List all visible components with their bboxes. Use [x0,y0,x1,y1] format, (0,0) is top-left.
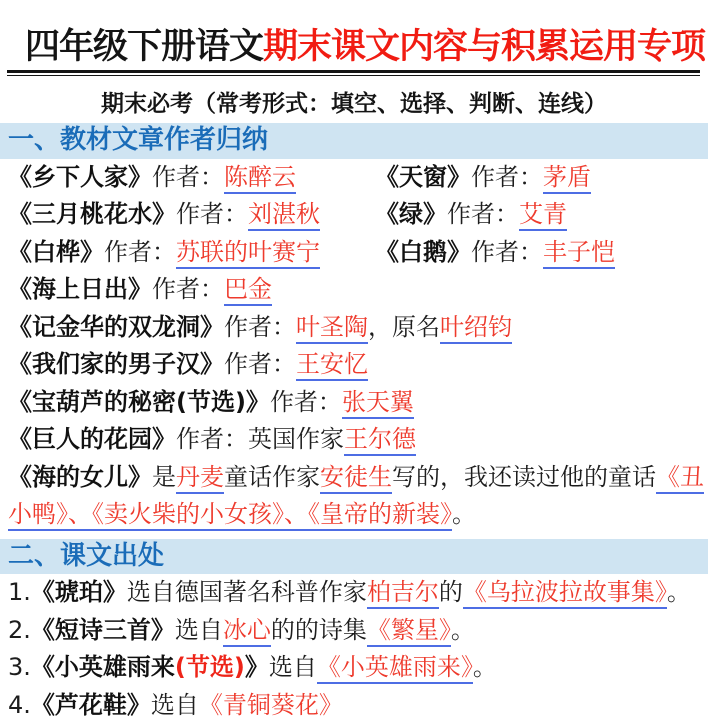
author-entry-row [8,234,708,272]
text-segment: 《白鹅》 [375,237,471,266]
text-segment: 作者： [152,275,224,304]
text-segment: 陈醉云 [224,163,296,194]
text-segment: 《天窗》 [375,162,471,191]
text-segment: 2. [8,615,31,644]
author-entry-row [8,309,708,347]
text-segment: 1. [8,578,31,607]
text-segment: 3. [8,653,31,682]
text-segment: 。 [472,653,497,682]
author-entry-row [8,346,708,384]
author-entry-row [8,271,708,309]
section2-content [0,574,708,724]
page-title-red-part: 期末课文内容与积累运用专项 [263,27,706,67]
worksheet-page [0,26,708,719]
source-entry [8,612,708,650]
text-segment: 《绿》 [375,200,447,229]
text-segment: 。 [452,500,476,529]
text-segment: 《短诗三首》 [30,615,175,644]
text-segment: 《白桦》 [8,237,104,266]
author-entry [375,159,708,197]
text-segment: 丰子恺 [543,238,615,269]
section1-content [0,159,708,534]
text-segment: 》 [244,653,269,682]
page-title-black-part: 四年级下册语文 [25,27,264,67]
text-segment: 《乌拉波拉故事集》 [463,578,667,609]
title-double-rule [7,70,700,76]
text-segment: 《小英雄雨来 [30,653,175,682]
text-segment: 作者： [176,200,248,229]
author-entry [8,384,414,422]
author-entry [8,309,512,347]
text-segment: 《小英雄雨来》 [317,653,473,684]
text-segment: 选自 [268,653,317,682]
source-entry [8,574,708,612]
text-segment: 王尔德 [344,425,416,456]
text-segment: 《海上日出》 [8,275,152,304]
text-segment: 选自德国著名科普作家 [126,578,367,607]
text-segment: 张天翼 [342,388,414,419]
text-segment: 《芦花鞋》 [30,690,151,719]
text-segment: 《丑小鸭》、《卖火柴的小女孩》、《皇帝的新装》 [8,463,704,532]
text-segment: (节选) [174,653,245,682]
text-segment: 冰心 [223,616,271,647]
text-segment: 《记金华的双龙洞》 [8,312,224,341]
author-entry [8,159,375,197]
author-entry-row [8,196,708,234]
text-segment: 。 [450,615,475,644]
text-segment: 丹麦 [176,463,224,494]
author-entry [8,421,416,459]
author-entry-row [8,421,708,459]
text-segment: 《乡下人家》 [8,162,152,191]
text-segment: ，原名 [368,312,440,341]
text-segment: 叶绍钧 [440,313,512,344]
text-segment: 王安忆 [296,350,368,381]
author-entry [375,234,708,272]
text-segment: 安徒生 [320,463,392,494]
text-segment: 作者： [104,237,176,266]
text-segment: 作者： [471,237,543,266]
author-entry [8,234,375,272]
text-segment: 《琥珀》 [30,578,127,607]
text-segment: 作者： [224,312,296,341]
text-segment: 作者： [152,162,224,191]
text-segment: 是 [152,462,176,491]
section1-heading: 一、教材文章作者归纳 [0,123,708,159]
author-entry [375,196,708,234]
text-segment: 作者： [224,350,296,379]
text-segment: 艾青 [519,200,567,231]
page-title [25,26,708,68]
text-segment: 写的，我还读过他的童话 [392,462,656,491]
text-segment: 《我们家的男子汉》 [8,350,224,379]
text-segment: 叶圣陶 [296,313,368,344]
text-segment: 的 [438,578,463,607]
text-segment: 《宝葫芦的秘密(节选)》 [8,387,270,416]
text-segment: 作者： [471,162,543,191]
text-segment: 《三月桃花水》 [8,200,176,229]
text-segment: 巴金 [224,275,272,306]
author-paragraph [8,459,708,534]
text-segment: 苏联的叶赛宁 [176,238,320,269]
text-segment: 《巨人的花园》 [8,425,176,454]
author-entry [8,196,375,234]
source-entry [8,649,708,687]
source-entry [8,687,708,724]
text-segment: 《青铜葵花》 [198,690,343,719]
text-segment: 4. [8,690,31,719]
author-entry-row [8,159,708,197]
text-segment: 作者：英国作家 [176,425,344,454]
text-segment: 《海的女儿》 [8,462,152,491]
author-entry [8,271,375,309]
text-segment: 柏吉尔 [367,578,439,609]
author-entry-row [8,384,708,422]
text-segment: 的的诗集 [270,615,367,644]
subtitle: 期末必考（常考形式：填空、选择、判断、连线） [101,91,607,117]
author-entry [8,346,368,384]
text-segment: 童话作家 [224,462,320,491]
text-segment: 茅盾 [543,163,591,194]
text-segment: 选自 [174,615,223,644]
text-segment: 《繁星》 [367,616,451,647]
text-segment: 作者： [447,200,519,229]
text-segment: 作者： [269,387,342,416]
text-segment: 。 [666,578,691,607]
section2-heading: 二、课文出处 [0,539,708,575]
text-segment: 刘湛秋 [248,200,320,231]
text-segment: 选自 [150,690,199,719]
